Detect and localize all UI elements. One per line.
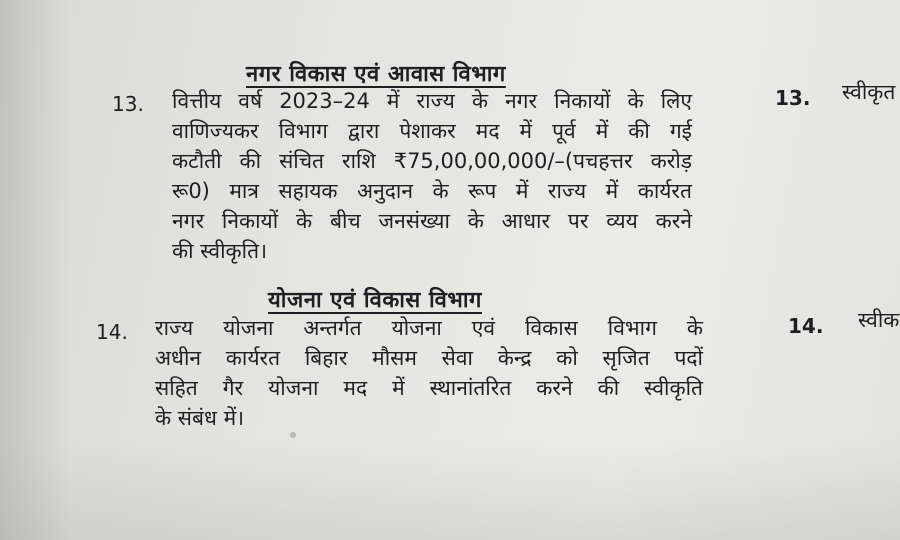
decision-number-14: 14. (788, 314, 824, 338)
section-heading-urban-development: नगर विकास एवं आवास विभाग (246, 62, 506, 87)
decision-text-14: स्वीक (858, 308, 900, 332)
item-number-13: 13. (112, 92, 144, 116)
page-bottom-shadow (0, 440, 900, 540)
item-13-text (172, 86, 692, 266)
item-13-line: की स्वीकृति। (172, 239, 268, 263)
item-number-14: 14. (96, 320, 128, 344)
item-13-line: कटौती की संचित राशि ₹75,00,00,000/–(पचहत्तर करोड़ (172, 149, 692, 173)
item-14-text (155, 313, 703, 433)
item-14-line: अधीन कार्यरत बिहार मौसम सेवा केन्द्र को सृजित पदों (155, 346, 703, 370)
item-13-line: वित्तीय वर्ष 2023–24 में राज्य के नगर निकायों के लिए (172, 89, 692, 113)
decision-number-13: 13. (775, 86, 811, 110)
item-13-line: वाणिज्यकर विभाग द्वारा पेशाकर मद में पूर्व में की गई (172, 119, 692, 143)
paper-speck (290, 432, 296, 438)
page-edge-shadow (0, 0, 70, 540)
item-14-line: के संबंध में। (155, 406, 245, 430)
item-14-line: सहित गैर योजना मद में स्थानांतरित करने की स्वीकृति (155, 376, 703, 400)
item-13-line: नगर निकायों के बीच जनसंख्या के आधार पर व्यय करने (172, 209, 692, 233)
section-heading-planning-development: योजना एवं विकास विभाग (268, 288, 482, 313)
item-14-line: राज्य योजना अन्तर्गत योजना एवं विकास विभाग के (155, 316, 703, 340)
item-13-line: रू0) मात्र सहायक अनुदान के रूप में राज्य में कार्यरत (172, 179, 692, 203)
decision-text-13: स्वीकृत (842, 80, 896, 104)
